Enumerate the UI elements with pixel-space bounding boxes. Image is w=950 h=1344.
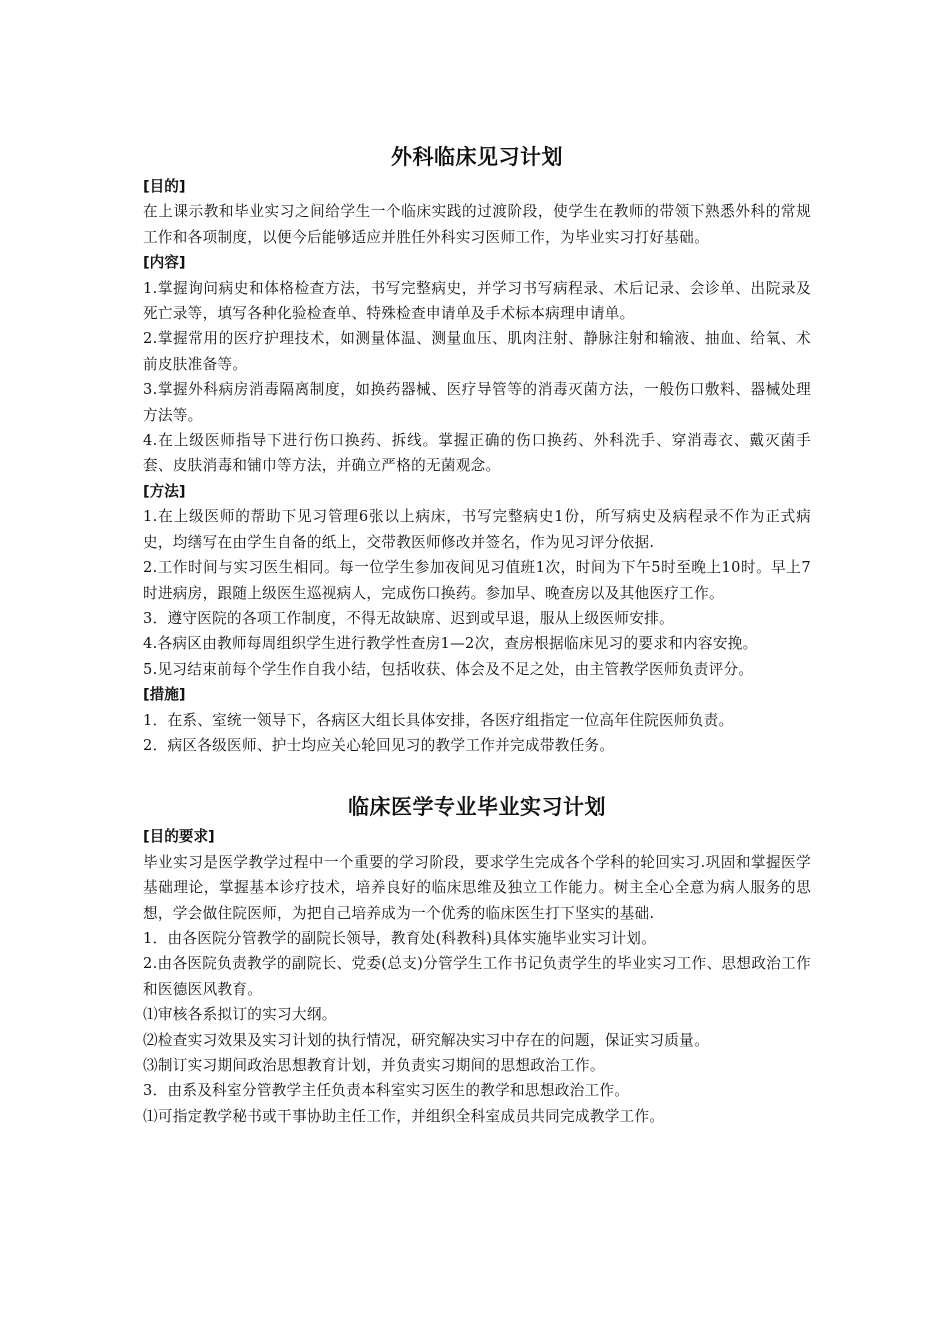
doc1-title: 外科临床见习计划 [391, 145, 563, 169]
section-heading: [措施] [143, 686, 186, 704]
paragraph: ⑴审核各系拟订的实习大纲。 [143, 1006, 337, 1024]
paragraph: 3.掌握外科病房消毒隔离制度，如换药器械、医疗导管等的消毒灭菌方法，一般伤口敷料、器械处理方法等。 [143, 381, 811, 424]
paragraph: 毕业实习是医学教学过程中一个重要的学习阶段，要求学生完成各个学科的轮回实习.巩固和掌握医学基础理论，掌握基本诊疗技术，培养良好的临床思维及独立工作能力。树主全心全意为病人服务的思想，学会做住院医师，为把自己培养成为一个优秀的临床医生打下坚实的基础. [143, 853, 811, 922]
paragraph: 2.工作时间与实习医生相同。每一位学生参加夜间见习值班1次，时间为下午5时至晚上10时。早上7时进病房，跟随上级医生巡视病人，完成伤口换药。参加早、晚查房以及其他医疗工作。 [143, 559, 811, 602]
paragraph: 1．在系、室统一领导下，各病区大组长具体安排，各医疗组指定一位高年住院医师负责。 [143, 711, 734, 729]
paragraph: 2．病区各级医师、护士均应关心轮回见习的教学工作并完成带教任务。 [143, 736, 615, 754]
doc1-section-measures [143, 682, 811, 758]
document-page [143, 140, 811, 1129]
doc2-title: 临床医学专业毕业实习计划 [348, 795, 606, 820]
section-heading: [方法] [143, 482, 186, 500]
paragraph: 3．遵守医院的各项工作制度，不得无故缺席、迟到或早退，服从上级医师安排。 [143, 609, 674, 627]
doc2-section-requirements [143, 824, 811, 1129]
paragraph: 4.在上级医师指导下进行伤口换药、拆线。掌握正确的伤口换药、外科洗手、穿消毒衣、戴灭菌手套、皮肤消毒和铺巾等方法，并确立严格的无菌观念。 [143, 432, 811, 475]
paragraph: 3．由系及科室分管教学主任负责本科室实习医生的教学和思想政治工作。 [143, 1082, 630, 1100]
paragraph: ⑶制订实习期间政治思想教育计划，并负责实习期间的思想政治工作。 [143, 1057, 605, 1074]
paragraph: ⑵检查实习效果及实习计划的执行情况，研究解决实习中存在的问题，保证实习质量。 [143, 1031, 709, 1049]
doc1-section-purpose [143, 174, 811, 250]
paragraph: ⑴可指定教学秘书或干事协助主任工作，并组织全科室成员共同完成教学工作。 [143, 1107, 665, 1125]
section-gap [143, 758, 811, 790]
doc1-section-method [143, 479, 811, 682]
section-heading: [目的要求] [143, 828, 215, 846]
section-heading: [内容] [143, 254, 186, 272]
paragraph: 2.由各医院负责教学的副院长、党委(总支)分管学生工作书记负责学生的毕业实习工作、思想政治工作和医德医风教育。 [143, 955, 811, 998]
paragraph: 2.掌握常用的医疗护理技术，如测量体温、测量血压、肌肉注射、静脉注射和输液、抽血、给氧、术前皮肤准备等。 [143, 330, 811, 373]
paragraph: 1.掌握询问病史和体格检查方法，书写完整病史，并学习书写病程录、术后记录、会诊单、出院录及死亡录等，填写各种化验检查单、特殊检查申请单及手术标本病理申请单。 [143, 279, 811, 323]
paragraph: 5.见习结束前每个学生作自我小结，包括收获、体会及不足之处，由主管教学医师负责评分。 [143, 660, 754, 678]
paragraph: 1.在上级医师的帮助下见习管理6张以上病床，书写完整病史1份，所写病史及病程录不作为正式病史，均缮写在由学生自备的纸上，交带教医师修改并签名，作为见习评分依据. [143, 508, 811, 551]
doc1-section-content [143, 250, 811, 479]
paragraph: 4.各病区由教师每周组织学生进行教学性查房1—2次，查房根据临床见习的要求和内容安挽。 [143, 635, 758, 653]
section-heading: [目的] [143, 178, 186, 195]
paragraph: 在上课示教和毕业实习之间给学生一个临床实践的过渡阶段，使学生在教师的带领下熟悉外科的常规工作和各项制度，以便今后能够适应并胜任外科实习医师工作，为毕业实习打好基础。 [143, 203, 811, 246]
paragraph: 1．由各医院分管教学的副院长领导，教育处(科教科)具体实施毕业实习计划。 [143, 929, 657, 947]
